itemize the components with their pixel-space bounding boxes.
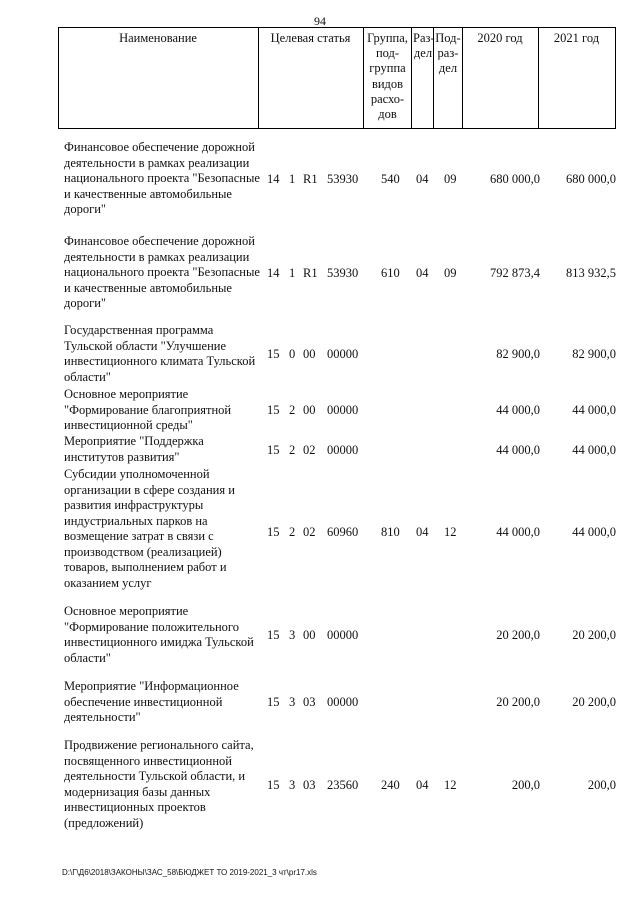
row-code: 3 <box>289 778 296 792</box>
row-code: 00000 <box>327 695 359 709</box>
row-code: 00000 <box>327 443 359 457</box>
row-name: Финансовое обеспечение дорожной деятельности в рамках реализации национального проекта "Безопасные и качественные автомобильные дороги" <box>64 140 260 216</box>
row-code: R1 <box>303 266 318 280</box>
row-code: 2 <box>289 525 296 539</box>
row-subsection: 09 <box>444 266 457 280</box>
row-code: 15 <box>267 403 280 417</box>
row-2021: 20 200,0 <box>572 628 616 642</box>
row-code: 15 <box>267 525 280 539</box>
row-section: 04 <box>416 266 429 280</box>
row-group: 540 <box>381 172 400 186</box>
row-code: 53930 <box>327 266 359 280</box>
header-name: Наименование <box>119 31 197 45</box>
row-code: 00 <box>303 403 316 417</box>
row-code: 3 <box>289 628 296 642</box>
row-code: 2 <box>289 403 296 417</box>
row-code: 00000 <box>327 628 359 642</box>
row-code: 00000 <box>327 347 359 361</box>
row-2020: 792 873,4 <box>490 266 540 280</box>
page-number: 94 <box>314 14 326 28</box>
row-code: 15 <box>267 347 280 361</box>
row-code: 00 <box>303 347 316 361</box>
row-2020: 44 000,0 <box>496 403 540 417</box>
row-section: 04 <box>416 525 429 539</box>
row-2021: 82 900,0 <box>572 347 616 361</box>
row-code: 02 <box>303 443 316 457</box>
header-2021: 2021 год <box>553 31 600 45</box>
row-code: 15 <box>267 443 280 457</box>
row-2021: 680 000,0 <box>566 172 616 186</box>
row-name: Мероприятие "Информационное обеспечение инвестиционной деятельности" <box>64 679 239 724</box>
row-2020: 44 000,0 <box>496 443 540 457</box>
row-subsection: 12 <box>444 778 457 792</box>
row-code: 60960 <box>327 525 359 539</box>
row-group: 610 <box>381 266 400 280</box>
row-code: 15 <box>267 628 280 642</box>
row-2020: 680 000,0 <box>490 172 540 186</box>
row-code: 1 <box>289 172 296 186</box>
row-section: 04 <box>416 172 429 186</box>
row-code: 0 <box>289 347 296 361</box>
row-name: Финансовое обеспечение дорожной деятельности в рамках реализации национального проекта "Безопасные и качественные автомобильные дороги" <box>64 234 260 310</box>
row-2020: 20 200,0 <box>496 628 540 642</box>
row-2020: 82 900,0 <box>496 347 540 361</box>
row-group: 810 <box>381 525 400 539</box>
row-code: 14 <box>267 266 280 280</box>
row-2020: 44 000,0 <box>496 525 540 539</box>
header-target: Целевая статья <box>270 31 351 45</box>
row-name: Основное мероприятие "Формирование положительного инвестиционного имиджа Тульской области" <box>64 604 254 665</box>
row-code: 15 <box>267 695 280 709</box>
row-code: 1 <box>289 266 296 280</box>
row-name: Государственная программа Тульской области "Улучшение инвестиционного климата Тульской области" <box>64 323 256 384</box>
row-code: 53930 <box>327 172 359 186</box>
row-name: Мероприятие "Поддержка институтов развития" <box>64 434 204 464</box>
row-2020: 200,0 <box>511 778 540 792</box>
header-section: Раз-дел <box>413 31 435 61</box>
row-code: 00 <box>303 628 316 642</box>
row-code: 3 <box>289 695 296 709</box>
row-section: 04 <box>416 778 429 792</box>
row-code: 02 <box>303 525 316 539</box>
row-subsection: 09 <box>444 172 457 186</box>
row-2021: 44 000,0 <box>572 403 616 417</box>
row-name: Основное мероприятие "Формирование благоприятной инвестиционной среды" <box>64 387 232 432</box>
row-2021: 813 932,5 <box>566 266 616 280</box>
header-2020: 2020 год <box>477 31 523 45</box>
row-2021: 200,0 <box>587 778 616 792</box>
row-code: 00000 <box>327 403 359 417</box>
header-group: Группа, под-группа видов расхо-дов <box>367 31 408 122</box>
header-subsection: Под-раз-дел <box>435 31 461 76</box>
row-name: Продвижение регионального сайта, посвященного инвестиционной деятельности Тульской области, и модернизация базы данных инвестиционных проектов (предложений) <box>64 738 254 830</box>
row-code: 14 <box>267 172 280 186</box>
row-code: 15 <box>267 778 280 792</box>
row-code: 23560 <box>327 778 359 792</box>
row-code: 03 <box>303 778 316 792</box>
file-path-footer: D:\Г\Д6\2018\ЗАКОНЫ\ЗАС_58\БЮДЖЕТ ТО 2019-2021_3 чт\pr17.xls <box>62 868 317 877</box>
row-2021: 44 000,0 <box>572 525 616 539</box>
row-code: 2 <box>289 443 296 457</box>
table-header <box>58 27 616 129</box>
row-subsection: 12 <box>444 525 457 539</box>
row-2021: 20 200,0 <box>572 695 616 709</box>
row-2021: 44 000,0 <box>572 443 616 457</box>
row-2020: 20 200,0 <box>496 695 540 709</box>
row-code: R1 <box>303 172 318 186</box>
row-name: Субсидии уполномоченной организации в сфере создания и развития инфраструктуры индустриальных парков на возмещение затрат в связи с производством (реализацией) товаров, выполнением работ и оказанием услуг <box>64 467 235 590</box>
row-code: 03 <box>303 695 316 709</box>
row-group: 240 <box>381 778 400 792</box>
